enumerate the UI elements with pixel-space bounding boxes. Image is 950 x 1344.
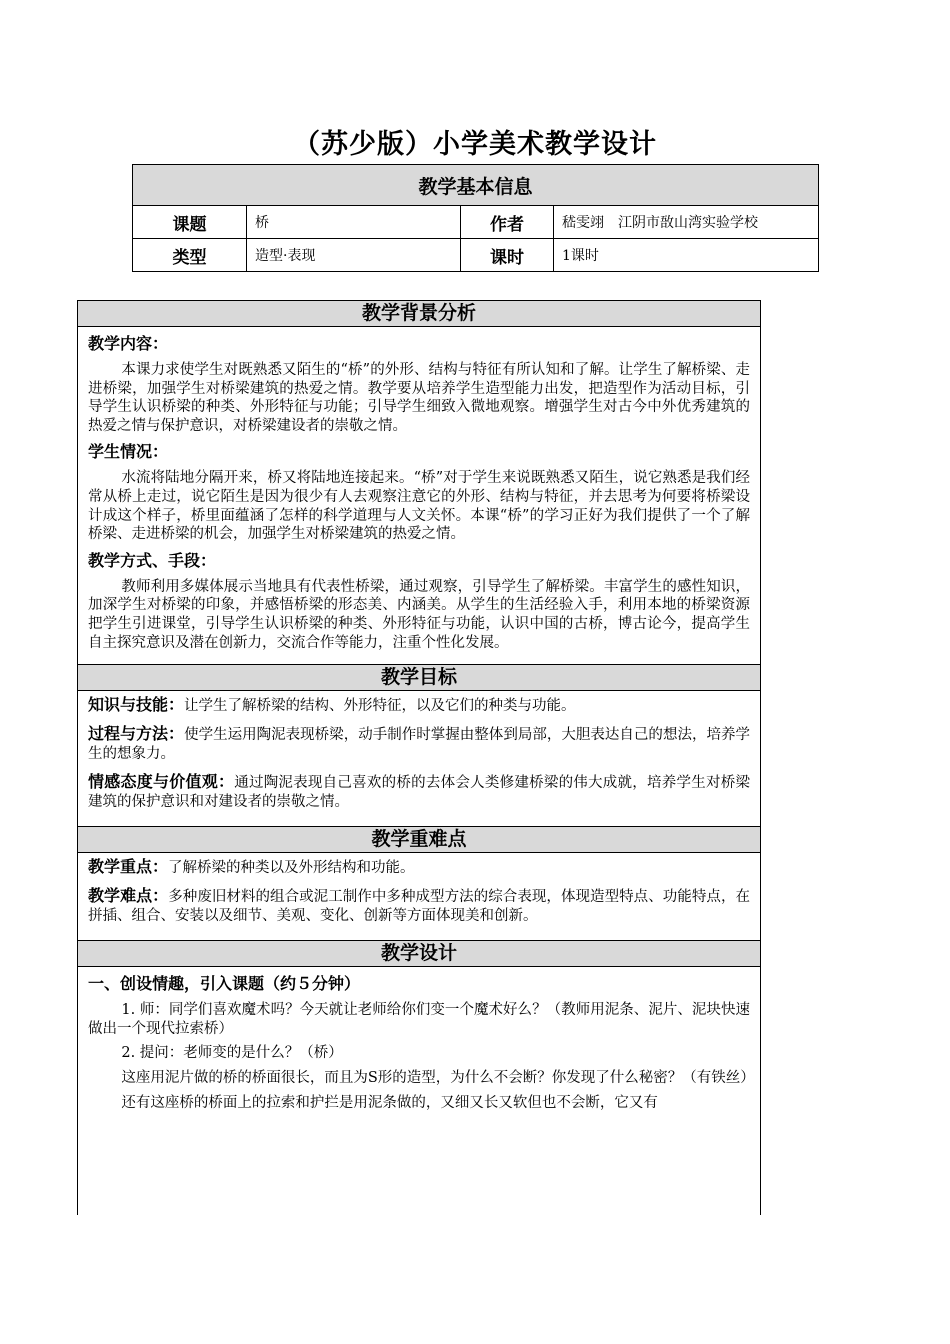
content-text: 本课力求使学生对既熟悉又陌生的“桥”的外形、结构与特征有所认知和了解。让学生了解桥梁、走进桥梁，加强学生对桥梁建筑的热爱之情。教学要从培养学生造型能力出发，把造型作为活动目标，引导学生认识桥梁的种类、外形特征与功能；引导学生细致入微地观察。增强学生对古今中外优秀建筑的热爱之情与保护意识，对桥梁建设者的崇敬之情。 bbox=[88, 362, 750, 434]
objectives-section bbox=[78, 691, 760, 826]
design-paragraph: 还有这座桥的桥面上的拉索和护拦是用泥条做的，又细又长又软但也不会断，它又有 bbox=[121, 1094, 658, 1111]
design-paragraph: 1. 师：同学们喜欢魔术吗？今天就让老师给你们变一个魔术好么？（教师用泥条、泥片、泥块快速做出一个现代拉索桥） bbox=[88, 1002, 750, 1037]
basic-info-header: 教学基本信息 bbox=[133, 165, 819, 206]
value-hours: 1课时 bbox=[554, 239, 819, 272]
methods-title: 教学方式、手段： bbox=[88, 550, 217, 570]
value-topic: 桥 bbox=[247, 206, 461, 239]
content-title: 教学内容： bbox=[88, 334, 169, 353]
students-title: 学生情况： bbox=[88, 442, 169, 462]
step-one-title: 一、创设情趣，引入课题（约５分钟） bbox=[88, 974, 361, 994]
lesson-plan-body bbox=[77, 300, 761, 1215]
label-author: 作者 bbox=[461, 206, 554, 239]
objective-process: 过程与方法：使学生运用陶泥表现桥梁，动手制作时掌握由整体到局部，大胆表达自己的想法，培养学生的想象力。 bbox=[88, 724, 750, 763]
design-section bbox=[78, 967, 760, 1124]
methods-text: 教师利用多媒体展示当地具有代表性桥梁，通过观察，引导学生了解桥梁。丰富学生的感性知识，加深学生对桥梁的印象，并感悟桥梁的形态美、内涵美。从学生的生活经验入手，利用本地的桥梁资源把学生引进课堂，引导学生认识桥梁的种类、外形特征与功能，认识中国的古桥，博古论今，提高学生自主探究意识及潜在创新力，交流合作等能力，注重个性化发展。 bbox=[88, 578, 750, 651]
design-header: 教学设计 bbox=[78, 940, 760, 967]
objective-emotion: 情感态度与价值观：通过陶泥表现自己喜欢的桥的去体会人类修建桥梁的伟大成就，培养学生对桥梁建筑的保护意识和对建设者的崇敬之情。 bbox=[88, 772, 750, 811]
keypoints-header: 教学重难点 bbox=[78, 826, 760, 853]
label-topic: 课题 bbox=[133, 206, 247, 239]
background-header: 教学背景分析 bbox=[78, 301, 760, 327]
students-text: 水流将陆地分隔开来，桥又将陆地连接起来。“桥”对于学生来说既熟悉又陌生，说它熟悉是我们经常从桥上走过，说它陌生是因为很少有人去观察注意它的外形、结构与特征，并去思考为何要将桥梁设计成这个样子，桥里面蕴涵了怎样的科学道理与人文关怀。本课“桥”的学习正好为我们提供了一个了解桥梁、走进桥梁的机会，加强学生对桥梁建筑的热爱之情。 bbox=[88, 470, 750, 543]
label-type: 类型 bbox=[133, 239, 247, 272]
objectives-header: 教学目标 bbox=[78, 664, 760, 691]
label-hours: 课时 bbox=[461, 239, 554, 272]
objective-knowledge: 知识与技能：让学生了解桥梁的结构、外形特征，以及它们的种类与功能。 bbox=[88, 695, 576, 715]
background-section bbox=[78, 327, 760, 664]
keypoints-section bbox=[78, 853, 760, 940]
value-type: 造型·表现 bbox=[247, 239, 461, 272]
design-paragraph: 这座用泥片做的桥的桥面很长，而且为S形的造型，为什么不会断？你发现了什么秘密？（有铁丝） bbox=[121, 1069, 755, 1086]
key-point: 教学重点：了解桥梁的种类以及外形结构和功能。 bbox=[88, 857, 415, 877]
design-paragraph: 2. 提问：老师变的是什么？（桥） bbox=[121, 1045, 343, 1062]
page-title: （苏少版）小学美术教学设计 bbox=[293, 129, 657, 160]
difficult-point: 教学难点：多种废旧材料的组合或泥工制作中多种成型方法的综合表现，体现造型特点、功能特点，在拼插、组合、安装以及细节、美观、变化、创新等方面体现美和创新。 bbox=[88, 886, 750, 925]
basic-info-table bbox=[132, 164, 819, 272]
value-author: 嵇雯翊 江阴市敔山湾实验学校 bbox=[554, 206, 819, 239]
